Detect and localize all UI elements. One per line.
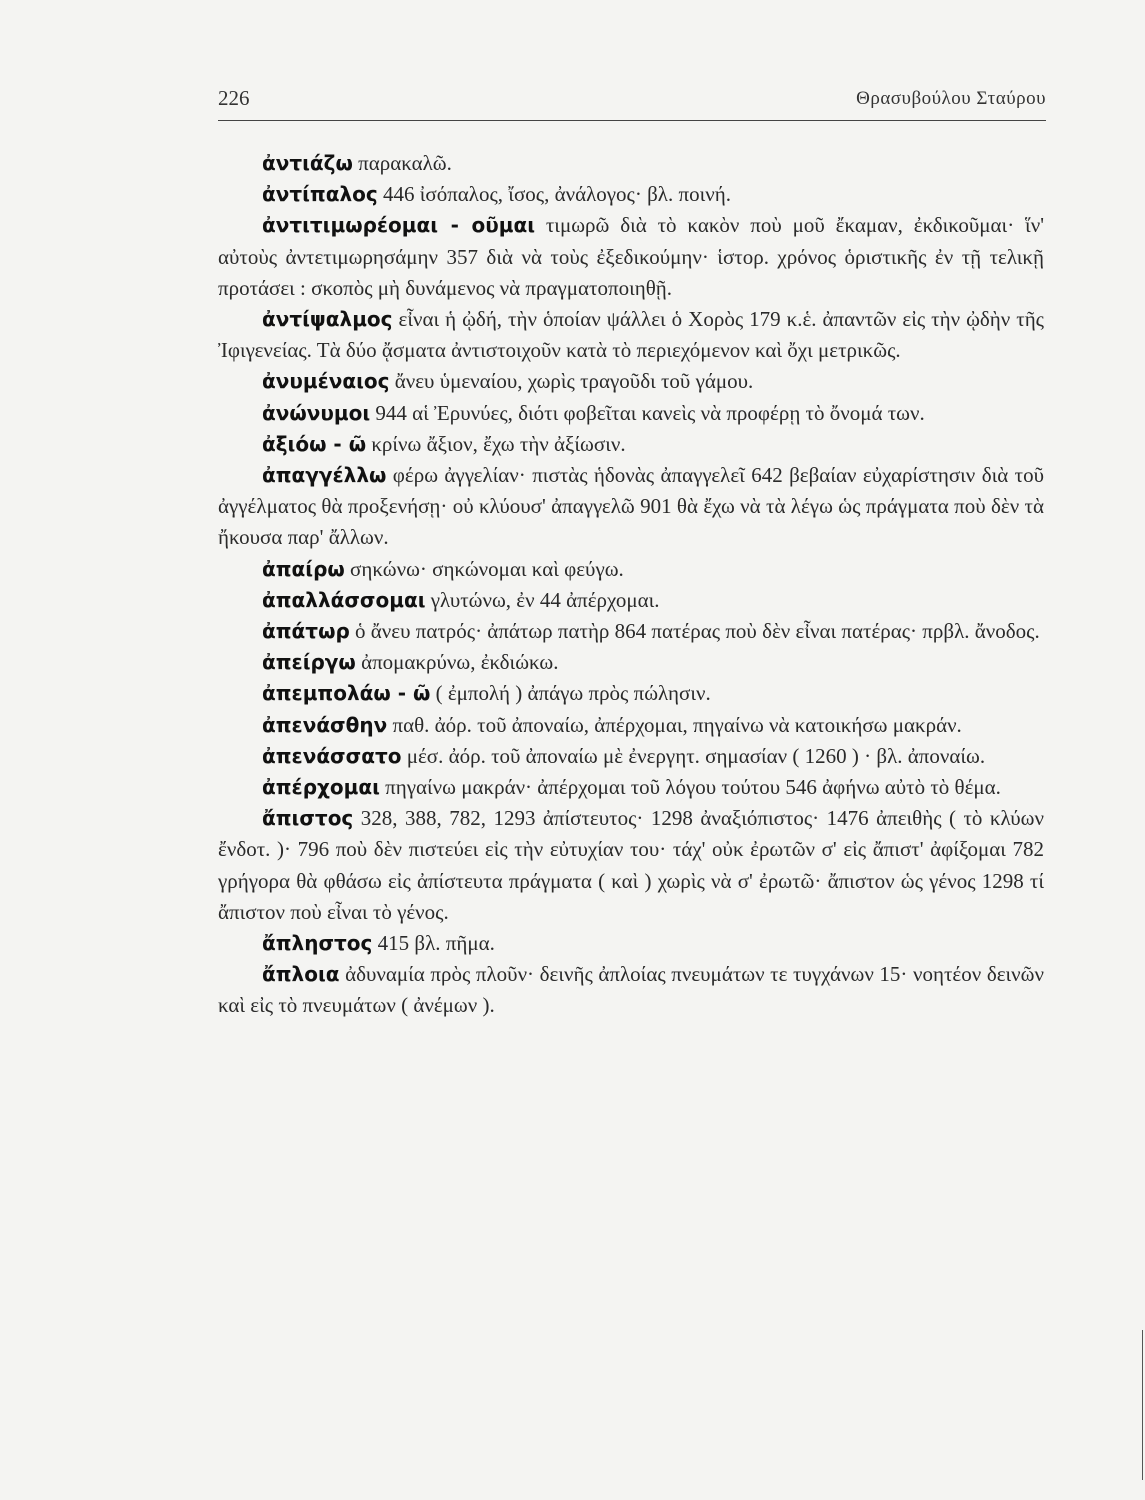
entry-headword: ἀντιάζω (262, 151, 353, 175)
glossary-entry (218, 710, 1044, 741)
glossary-entries (218, 148, 1044, 1022)
entry-definition: ἀδυναμία πρὸς πλοῦν· δεινῆς ἀπλοίας πνευμάτων τε τυγχάνων 15· νοητέον δεινῶν καὶ εἰς τὸ πνευμάτων ( ἀνέμων ). (218, 962, 1044, 1018)
entry-definition: εἶναι ἡ ᾠδή, τὴν ὁποίαν ψάλλει ὁ Χορὸς 179 κ.ἑ. ἀπαντῶν εἰς τὴν ᾠδὴν τῆς Ἰφιγενείας. Τὰ δύο ᾄσματα ἀντιστοιχοῦν κατὰ τὸ περιεχόμενον καὶ ὄχι μετρικῶς. (218, 307, 1044, 363)
entry-definition: παρακαλῶ. (352, 151, 452, 175)
glossary-entry (218, 429, 1044, 460)
glossary-entry (218, 741, 1044, 772)
entry-headword: ἀξιόω - ῶ (262, 431, 367, 456)
entry-headword: ἀπέρχομαι (262, 775, 380, 800)
entry-definition: γλυτώνω, ἐν 44 ἀπέρχομαι. (425, 587, 660, 612)
glossary-entry (218, 928, 1044, 959)
glossary-entry (218, 616, 1044, 647)
entry-definition: ὁ ἄνευ πατρός· ἀπάτωρ πατὴρ 864 πατέρας ποὺ δὲν εἶναι πατέρας· πρβλ. ἄνοδος. (349, 619, 1040, 644)
entry-definition: μέσ. ἀόρ. τοῦ ἀποναίω μὲ ἐνεργητ. σημασίαν ( 1260 ) · βλ. ἀποναίω. (401, 743, 986, 768)
entry-definition: σηκώνω· σηκώνομαι καὶ φεύγω. (344, 556, 624, 581)
entry-headword: ἀπαγγέλλω (262, 463, 387, 488)
entry-definition: 944 αἱ Ἐρυνύες, διότι φοβεῖται κανεὶς νὰ προφέρῃ τὸ ὄνομά των. (370, 400, 925, 425)
entry-definition: 328, 388, 782, 1293 ἀπίστευτος· 1298 ἀναξιόπιστος· 1476 ἀπειθὴς ( τὸ κλύων ἔνδοτ. )· 796 ποὺ δὲν πιστεύει εἰς τὴν εὐτυχίαν του· τάχ' οὐκ ἐρωτῶν σ' εἰς ἄπιστ' ἀφίξομαι 782 γρήγορα θὰ φθάσω εἰς ἀπίστευτα πράγματα ( καὶ ) χωρὶς νὰ σ' ἐρωτῶ· ἄπιστον ὡς γένος 1298 τί ἄπιστον ποὺ εἶναι τὸ γένος. (218, 806, 1044, 924)
entry-headword: ἄπληστος (262, 931, 373, 956)
entry-headword: ἀντίψαλμος (262, 307, 393, 332)
glossary-entry (218, 398, 1044, 429)
scan-edge-mark (1142, 1330, 1143, 1480)
running-title: Θρασυβούλου Σταύρου (856, 88, 1046, 109)
glossary-entry (218, 803, 1044, 928)
entry-headword: ἄπιστος (262, 806, 354, 831)
glossary-entry (218, 148, 1044, 179)
entry-definition: ( ἐμπολή ) ἀπάγω πρὸς πώλησιν. (430, 681, 711, 706)
entry-headword: ἀντιτιμωρέομαι - οῦμαι (262, 213, 535, 238)
entry-definition: παθ. ἀόρ. τοῦ ἀποναίω, ἀπέρχομαι, πηγαίνω νὰ κατοικήσω μακράν. (387, 712, 962, 737)
entry-definition: τιμωρῶ διὰ τὸ κακὸν ποὺ μοῦ ἔκαμαν, ἐκδικοῦμαι· ἵν' αὐτοὺς ἀντετιμωρησάμην 357 διὰ νὰ τοὺς ἐξεδικούμην· ἱστορ. χρόνος ὁριστικῆς ἐν τῇ τελικῇ προτάσει : σκοπὸς μὴ δυνάμενος νὰ πραγματοποιηθῇ. (218, 213, 1044, 300)
glossary-entry (218, 179, 1044, 210)
entry-headword: ἀντίπαλος (262, 182, 378, 207)
entry-headword: ἀπαλλάσσομαι (262, 587, 426, 612)
entry-definition: φέρω ἀγγελίαν· πιστὰς ἡδονὰς ἀπαγγελεῖ 642 βεβαίαν εὐχαρίστησιν διὰ τοῦ ἀγγέλματος θὰ προξενήσῃ· οὐ κλύουσ' ἀπαγγελῶ 901 θὰ ἔχω νὰ τὰ λέγω ὡς πράγματα ποὺ δὲν τὰ ἤκουσα παρ' ἄλλων. (218, 463, 1044, 550)
entry-headword: ἄπλοια (262, 962, 340, 987)
entry-definition: ἄνευ ὑμεναίου, χωρὶς τραγοῦδι τοῦ γάμου. (389, 369, 754, 394)
entry-headword: ἀπάτωρ (262, 619, 350, 644)
entry-definition: ἀπομακρύνω, ἐκδιώκω. (355, 650, 559, 675)
page-number: 226 (218, 86, 250, 110)
glossary-entry (218, 304, 1044, 366)
glossary-entry (218, 460, 1044, 554)
entry-headword: ἀπενάσσατο (262, 743, 402, 768)
entry-definition: 446 ἰσόπαλος, ἴσος, ἀνάλογος· βλ. ποινή. (377, 182, 731, 207)
glossary-entry (218, 772, 1044, 803)
glossary-entry (218, 678, 1044, 709)
entry-definition: κρίνω ἄξιον, ἔχω τὴν ἀξίωσιν. (366, 431, 626, 456)
glossary-entry (218, 959, 1044, 1021)
glossary-entry (218, 554, 1044, 585)
entry-headword: ἀνώνυμοι (262, 400, 371, 425)
page-header (218, 84, 1046, 121)
entry-headword: ἀπείργω (262, 650, 356, 675)
entry-definition: 415 βλ. πῆμα. (372, 931, 495, 956)
glossary-entry (218, 366, 1044, 397)
entry-headword: ἀνυμέναιος (262, 369, 390, 394)
entry-headword: ἀπαίρω (262, 556, 345, 581)
entry-headword: ἀπενάσθην (262, 712, 388, 737)
glossary-entry (218, 647, 1044, 678)
glossary-entry (218, 585, 1044, 616)
glossary-entry (218, 210, 1044, 304)
entry-definition: πηγαίνω μακράν· ἀπέρχομαι τοῦ λόγου τούτου 546 ἀφήνω αὐτὸ τὸ θέμα. (379, 775, 1001, 800)
entry-headword: ἀπεμπολάω - ῶ (262, 681, 431, 706)
